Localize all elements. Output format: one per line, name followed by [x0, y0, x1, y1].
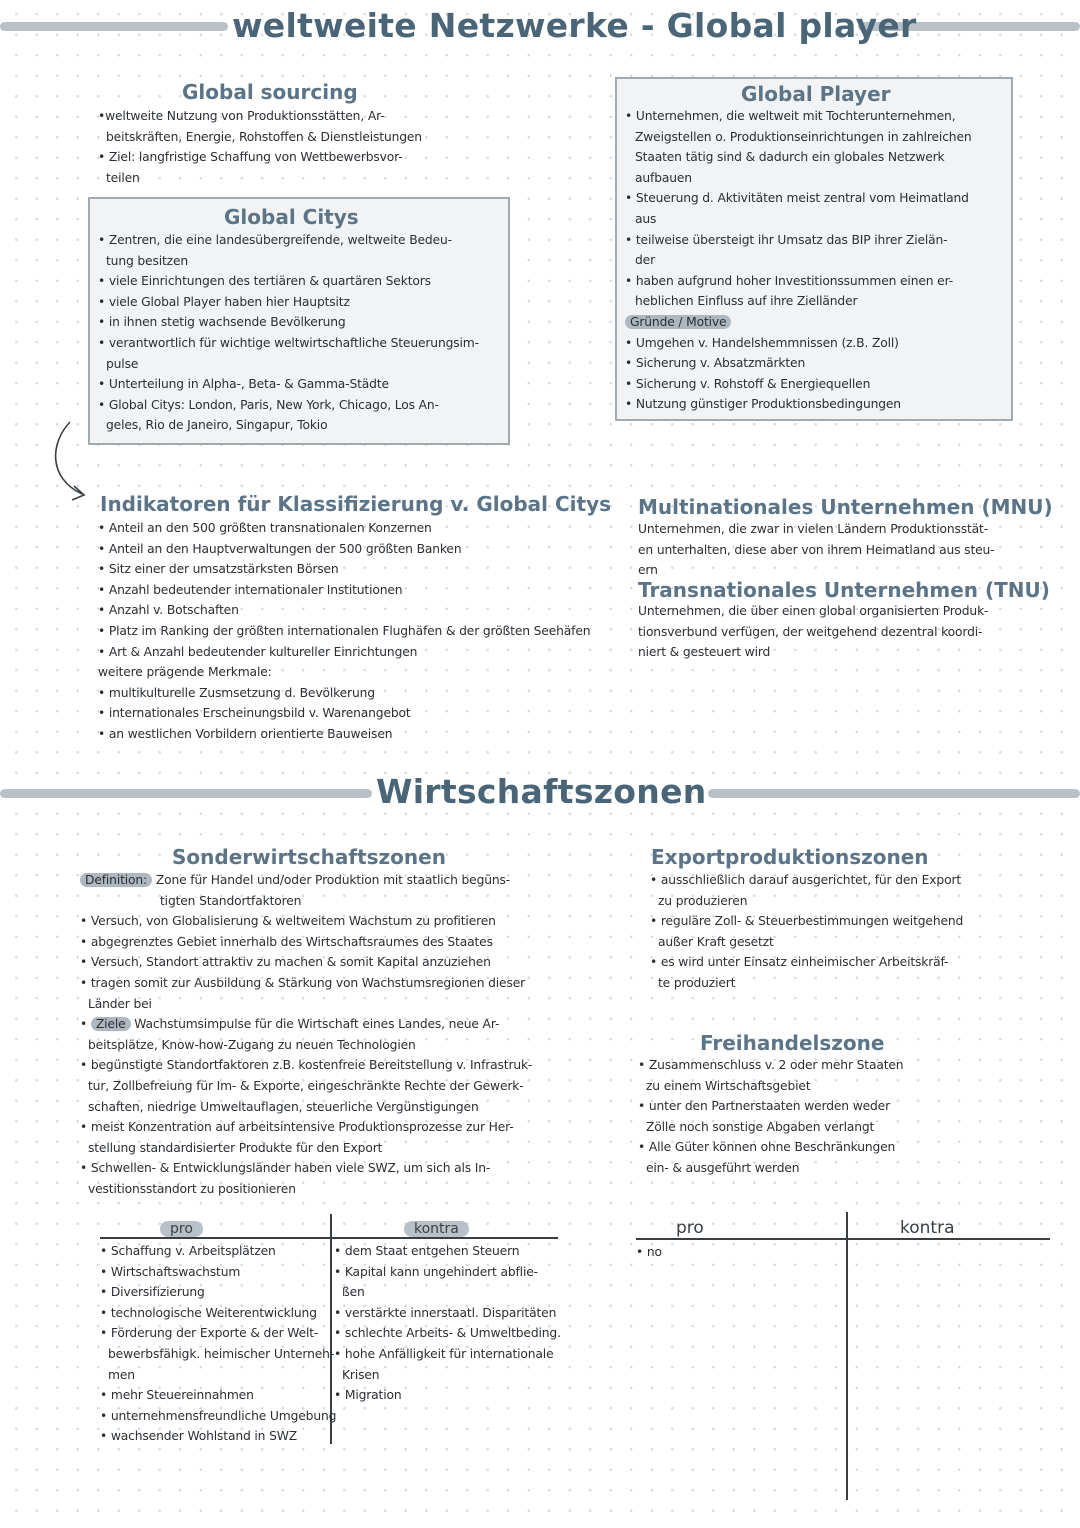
list-item: stellung standardisierter Produkte für den Export: [88, 1140, 383, 1155]
list-item: • Förderung der Exporte & der Welt-: [100, 1326, 319, 1341]
list-item: • Zentren, die eine landesübergreifende, weltweite Bedeu-: [98, 233, 452, 247]
mnu-heading: Multinationales Unternehmen (MNU): [638, 495, 1053, 519]
list-item: • no: [636, 1245, 662, 1259]
list-item: • tragen somit zur Ausbildung & Stärkung von Wachstumsregionen dieser: [80, 975, 526, 990]
list-item: • Versuch, von Globalisierung & weltweitem Wachstum zu profitieren: [80, 914, 496, 929]
list-item: • multikulturelle Zusmsetzung d. Bevölkerung: [98, 685, 375, 700]
indikatoren-heading: Indikatoren für Klassifizierung v. Global Citys: [100, 492, 612, 516]
sonder-kontra-header: kontra: [404, 1221, 469, 1237]
list-item: • Schwellen- & Entwicklungsländer haben viele SWZ, um sich als In-: [80, 1161, 491, 1176]
list-item: • Steuerung d. Aktivitäten meist zentral vom Heimatland: [625, 191, 969, 206]
list-item: tung besitzen: [106, 253, 189, 268]
list-item: • hohe Anfälligkeit für internationale: [334, 1346, 554, 1361]
list-item: • Sitz einer der umsatzstärksten Börsen: [98, 562, 339, 577]
list-item: • es wird unter Einsatz einheimischer Arbeitskräf-: [650, 955, 949, 970]
list-item: tionsverbund verfügen, der weitgehend dezentral koordi-: [638, 624, 983, 639]
list-item: weitere prägende Merkmale:: [98, 665, 272, 680]
list-item: Zweigstellen o. Produktionseinrichtungen in zahlreichen: [635, 129, 972, 144]
global-citys-list: [98, 230, 479, 436]
sonder-table-hline: [100, 1237, 558, 1239]
list-item: • Global Citys: London, Paris, New York, Chicago, Los An-: [98, 397, 439, 412]
sonder-pro-list: [100, 1241, 336, 1447]
list-item: Länder bei: [88, 996, 152, 1011]
sonder-kontra-list: [334, 1241, 561, 1406]
zones-bar-right: [708, 789, 1080, 798]
list-item: • Umgehen v. Handelshemmnissen (z.B. Zoll): [625, 335, 899, 350]
page-title: weltweite Netzwerke - Global player: [232, 6, 917, 45]
list-item: • Unternehmen, die weltweit mit Tochterunternehmen,: [625, 109, 956, 123]
list-item: schaften, niedrige Umweltauflagen, steuerliche Vergünstigungen: [88, 1099, 479, 1114]
list-item: •weltweite Nutzung von Produktionsstätten, Ar-: [98, 109, 385, 123]
freihandel-table-hline: [636, 1238, 1050, 1240]
list-item: • reguläre Zoll- & Steuerbestimmungen weitgehend: [650, 914, 964, 929]
list-item: [80, 870, 532, 891]
freihandel-heading: Freihandelszone: [700, 1031, 885, 1055]
list-item: • internationales Erscheinungsbild v. Warenangebot: [98, 706, 411, 721]
list-item: ein- & ausgeführt werden: [646, 1160, 800, 1175]
list-item: • Kapital kann ungehindert abflie-: [334, 1264, 538, 1279]
tnu-heading: Transnationales Unternehmen (TNU): [638, 578, 1050, 602]
definition-label: Definition:: [80, 873, 152, 887]
export-heading: Exportproduktionszonen: [651, 845, 929, 869]
list-item: • Anzahl bedeutender internationaler Institutionen: [98, 582, 403, 597]
list-item: • an westlichen Vorbildern orientierte Bauweisen: [98, 726, 393, 741]
indikatoren-list: [98, 518, 590, 745]
list-item: tigten Standortfaktoren: [160, 893, 302, 908]
freihandel-list: [638, 1055, 903, 1179]
freihandel-table-vline: [846, 1212, 848, 1500]
list-item: außer Kraft gesetzt: [658, 934, 774, 949]
list-item: • Wirtschaftswachstum: [100, 1264, 241, 1279]
list-item: Unternehmen, die über einen global organisierten Produk-: [638, 604, 989, 618]
list-item: zu einem Wirtschaftsgebiet: [646, 1078, 811, 1093]
list-item: geles, Rio de Janeiro, Singapur, Tokio: [106, 418, 328, 433]
reasons-label: Gründe / Motive: [625, 315, 731, 329]
list-item: Krisen: [342, 1367, 380, 1382]
list-item: Zölle noch sonstige Abgaben verlangt: [646, 1119, 875, 1134]
sonder-pro-header: pro: [160, 1221, 203, 1237]
global-citys-heading: Global Citys: [224, 205, 359, 229]
list-item: • Platz im Ranking der größten internationalen Flughäfen & der größten Seehäfen: [98, 623, 591, 638]
list-item: ern: [638, 563, 658, 578]
list-item: • Versuch, Standort attraktiv zu machen & somit Kapital anzuziehen: [80, 955, 491, 970]
list-item: heblichen Einfluss auf ihre Zielländer: [635, 294, 858, 309]
ziele-label: Ziele: [91, 1017, 131, 1031]
curved-arrow-icon: [40, 418, 100, 508]
list-item: • Anteil an den Hauptverwaltungen der 500 größten Banken: [98, 541, 462, 556]
list-item: ßen: [342, 1285, 365, 1300]
list-item: • begünstigte Standortfaktoren z.B. kostenfreie Bereitstellung v. Infrastruk-: [80, 1058, 533, 1073]
list-item: pulse: [106, 356, 139, 371]
global-player-heading: Global Player: [741, 82, 891, 106]
list-item: bewerbsfähigk. heimischer Unterneh-: [108, 1346, 335, 1361]
list-item: • Ziele Wachstumsimpulse für die Wirtschaft eines Landes, neue Ar-: [80, 1017, 500, 1032]
list-item: zu produzieren: [658, 893, 748, 908]
list-item: • abgegrenztes Gebiet innerhalb des Wirtschaftsraumes des Staates: [80, 934, 493, 949]
list-item: • Anzahl v. Botschaften: [98, 603, 239, 618]
list-item: • wachsender Wohlstand in SWZ: [100, 1429, 298, 1444]
zones-title: Wirtschaftszonen: [376, 772, 707, 811]
list-item: men: [108, 1367, 135, 1382]
list-item: vestitionsstandort zu positionieren: [88, 1181, 296, 1196]
list-item: • ausschließlich darauf ausgerichtet, für den Export: [650, 873, 962, 887]
list-item: • viele Global Player haben hier Hauptsitz: [98, 294, 350, 309]
list-item: • viele Einrichtungen des tertiären & quartären Sektors: [98, 274, 431, 289]
sonder-heading: Sonderwirtschaftszonen: [172, 845, 446, 869]
global-player-list: [625, 106, 972, 415]
list-item: • technologische Weiterentwicklung: [100, 1305, 317, 1320]
definition-text: Zone für Handel und/oder Produktion mit staatlich begüns-: [155, 873, 511, 887]
list-item: beitsplätze, Know-how-Zugang zu neuen Technologien: [88, 1037, 416, 1052]
list-item: te produziert: [658, 975, 736, 990]
list-item: niert & gesteuert wird: [638, 645, 771, 660]
global-sourcing-list: [98, 106, 422, 188]
zones-bar-left: [0, 789, 372, 798]
list-item: tur, Zollbefreiung für Im- & Exporte, eingeschränkte Rechte der Gewerk-: [88, 1078, 524, 1093]
export-list: [650, 870, 963, 994]
list-item: • Migration: [334, 1388, 402, 1403]
list-item: • Anteil an den 500 größten transnationalen Konzernen: [98, 521, 432, 535]
list-item: • Art & Anzahl bedeutender kultureller Einrichtungen: [98, 644, 418, 659]
title-bar-left: [0, 22, 228, 31]
list-item: • unter den Partnerstaaten werden weder: [638, 1099, 890, 1114]
list-item: • Alle Güter können ohne Beschränkungen: [638, 1140, 896, 1155]
list-item: • Schaffung v. Arbeitsplätzen: [100, 1244, 276, 1258]
list-item: der: [635, 253, 655, 268]
list-item: • Zusammenschluss v. 2 oder mehr Staaten: [638, 1058, 904, 1072]
list-item: • unternehmensfreundliche Umgebung: [100, 1408, 337, 1423]
list-item: • schlechte Arbeits- & Umweltbeding.: [334, 1326, 561, 1341]
sonder-list: [80, 870, 532, 1200]
list-item: • in ihnen stetig wachsende Bevölkerung: [98, 315, 346, 330]
list-item: beitskräften, Energie, Rohstoffen & Dienstleistungen: [106, 129, 422, 144]
list-item: • Ziel: langfristige Schaffung von Wettbewerbsvor-: [98, 150, 403, 165]
list-item: en unterhalten, diese aber von ihrem Heimatland aus steu-: [638, 542, 995, 557]
list-item: [625, 312, 972, 333]
list-item: • Unterteilung in Alpha-, Beta- & Gamma-Städte: [98, 377, 389, 392]
list-item: • meist Konzentration auf arbeitsintensive Produktionsprozesse zur Her-: [80, 1120, 514, 1135]
list-item: • verstärkte innerstaatl. Disparitäten: [334, 1305, 557, 1320]
list-item: teilen: [106, 170, 140, 185]
tnu-list: [638, 601, 988, 663]
mnu-list: [638, 519, 994, 581]
list-item: • haben aufgrund hoher Investitionssummen einen er-: [625, 273, 953, 288]
freihandel-pro-list: [636, 1242, 662, 1263]
freihandel-kontra-header: kontra: [900, 1218, 955, 1238]
list-item: • Nutzung günstiger Produktionsbedingungen: [625, 397, 901, 412]
list-item: • mehr Steuereinnahmen: [100, 1388, 254, 1403]
list-item: • Sicherung v. Absatzmärkten: [625, 356, 806, 371]
list-item: Staaten tätig sind & dadurch ein globales Netzwerk: [635, 150, 945, 165]
list-item: aufbauen: [635, 170, 692, 185]
list-item: • Sicherung v. Rohstoff & Energiequellen: [625, 376, 871, 391]
list-item: • dem Staat entgehen Steuern: [334, 1244, 520, 1258]
ziele-text: Wachstumsimpulse für die Wirtschaft eines Landes, neue Ar-: [134, 1017, 500, 1032]
list-item: • Diversifizierung: [100, 1285, 205, 1300]
freihandel-pro-header: pro: [676, 1218, 704, 1238]
global-sourcing-heading: Global sourcing: [182, 80, 358, 104]
list-item: • verantwortlich für wichtige weltwirtschaftliche Steuerungsim-: [98, 335, 479, 350]
list-item: aus: [635, 211, 657, 226]
list-item: • teilweise übersteigt ihr Umsatz das BIP ihrer Zielän-: [625, 232, 948, 247]
list-item: Unternehmen, die zwar in vielen Ländern Produktionsstät-: [638, 522, 989, 536]
